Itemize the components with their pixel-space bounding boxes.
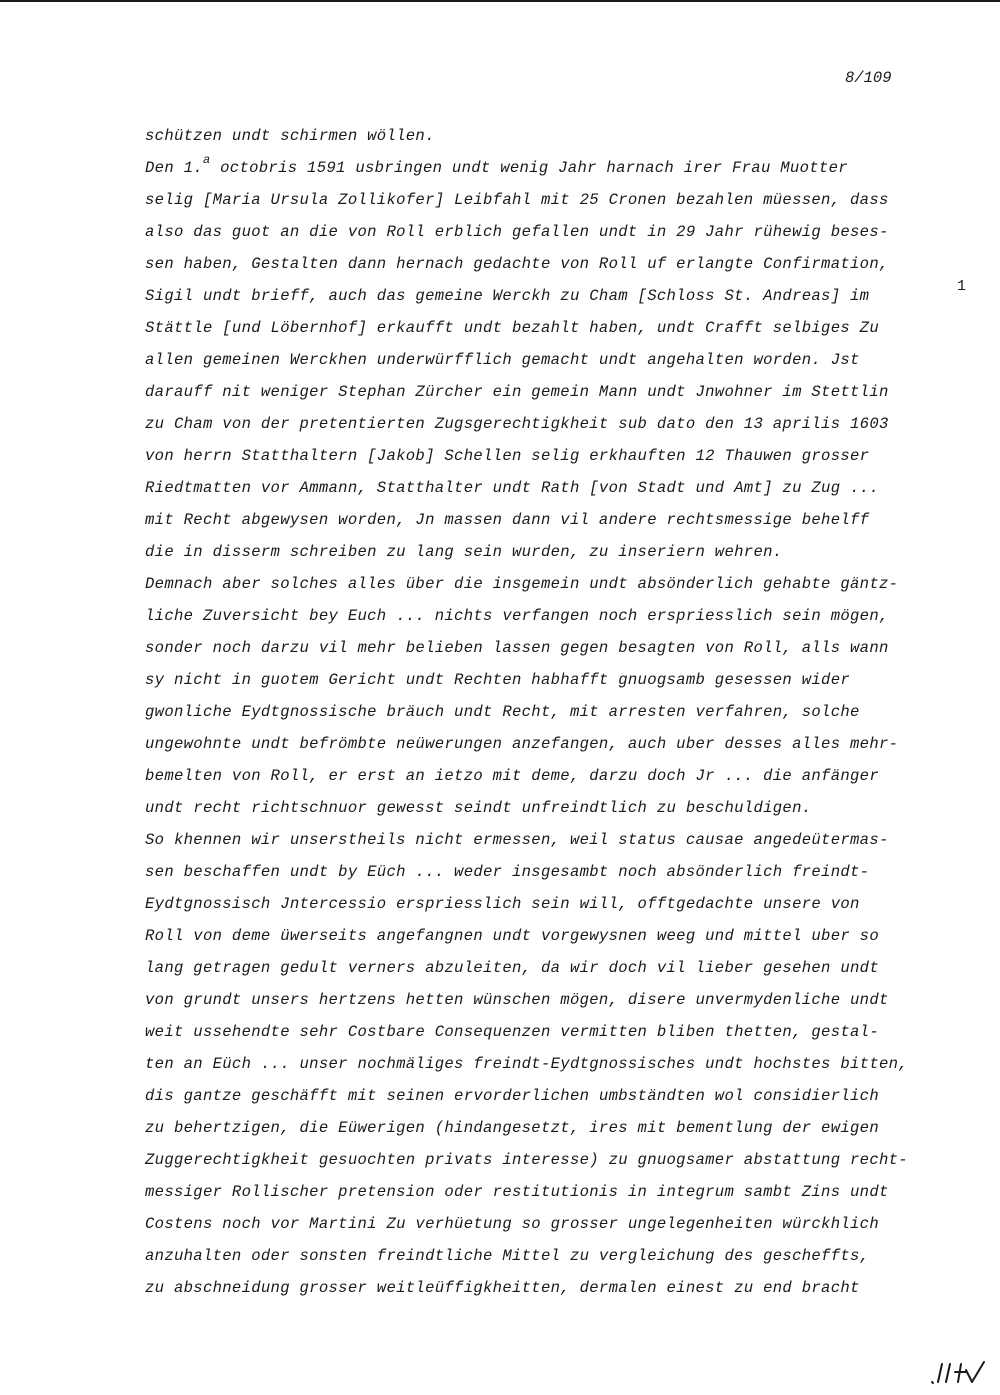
text-line-35: Costens noch vor Martini Zu verhüetung so grosser ungelegenheiten würckhlich (145, 1215, 879, 1233)
text-line-5: sen haben, Gestalten dann hernach gedachte von Roll uf erlangte Confirmation, (145, 255, 889, 273)
text-line-26: Roll von deme üwerseits angefangnen undt vorgewysnen weeg und mittel uber so (145, 927, 879, 945)
text-line-16: liche Zuversicht bey Euch ... nichts verfangen noch erspriesslich sein mögen, (145, 607, 889, 625)
text-line-28: von grundt unsers hertzens hetten wünschen mögen, disere unvermydenliche undt (145, 991, 889, 1009)
text-line-37: zu abschneidung grosser weitleüffigkheitten, dermalen einest zu end bracht (145, 1279, 860, 1297)
text-line-25: Eydtgnossisch Jntercessio erspriesslich sein will, offtgedachte unsere von (145, 895, 860, 913)
text-line-12: Riedtmatten vor Ammann, Statthalter undt Rath [von Stadt und Amt] zu Zug ... (145, 479, 879, 497)
text-line-22: undt recht richtschnuor gewesst seindt unfreindtlich zu beschuldigen. (145, 799, 812, 817)
handwritten-initials (928, 1358, 988, 1386)
text-line-14: die in disserm schreiben zu lang sein wurden, zu inseriern wehren. (145, 543, 783, 561)
text-line-6: Sigil undt brieff, auch das gemeine Werckh zu Cham [Schloss St. Andreas] im (145, 287, 870, 305)
text-line-3: selig [Maria Ursula Zollikofer] Leibfahl mit 25 Cronen bezahlen müessen, dass (145, 191, 889, 209)
text-line-31: dis gantze geschäfft mit seinen ervorderlichen umbständten wol considierlich (145, 1087, 879, 1105)
date-rest: octobris 1591 usbringen undt wenig Jahr harnach irer Frau Muotter (210, 159, 848, 177)
text-line-19: gwonliche Eydtgnossische bräuch undt Recht, mit arresten verfahren, solche (145, 703, 860, 721)
text-line-20: ungewohnte undt befrömbte neüwerungen anzefangen, auch uber desses alles mehr- (145, 735, 899, 753)
text-line-11: von herrn Statthaltern [Jakob] Schellen selig erkhauften 12 Thauwen grosser (145, 447, 870, 465)
text-line-24: sen beschaffen undt by Eüch ... weder insgesambt noch absönderlich freindt- (145, 863, 870, 881)
date-superscript: a (202, 153, 211, 167)
margin-note: 1 (957, 278, 967, 295)
page-top-edge (0, 0, 1000, 2)
text-line-13: mit Recht abgewysen worden, Jn massen dann vil andere rechtsmessige behelff (145, 511, 870, 529)
text-line-36: anzuhalten oder sonsten freindtliche Mittel zu vergleichung des gescheffts, (145, 1247, 870, 1265)
text-line-32: zu behertzigen, die Eüwerigen (hindangesetzt, ires mit bementlung der ewigen (145, 1119, 879, 1137)
text-line-27: lang getragen gedult verners abzuleiten, da wir doch vil lieber gesehen undt (145, 959, 879, 977)
text-line-29: weit ussehendte sehr Costbare Consequenzen vermitten bliben thetten, gestal- (145, 1023, 879, 1041)
text-line-18: sy nicht in guotem Gericht undt Rechten habhafft gnuogsamb gesessen wider (145, 671, 851, 689)
text-line-10: zu Cham von der pretentierten Zugsgerechtigkheit sub dato den 13 aprilis 1603 (145, 415, 889, 433)
text-line-21: bemelten von Roll, er erst an ietzo mit deme, darzu doch Jr ... die anfänger (145, 767, 879, 785)
text-line-30: ten an Eüch ... unser nochmäliges freindt-Eydtgnossisches undt hochstes bitten, (145, 1055, 908, 1073)
page-number: 8/109 (845, 69, 892, 87)
text-line-4: also das guot an die von Roll erblich gefallen undt in 29 Jahr rühewig beses- (145, 223, 889, 241)
text-line-2 (145, 153, 848, 179)
text-line-1: schützen undt schirmen wöllen. (145, 127, 435, 145)
text-line-9: darauff nit weniger Stephan Zürcher ein gemein Mann undt Jnwohner im Stettlin (145, 383, 889, 401)
text-line-7: Stättle [und Löbernhof] erkaufft undt bezahlt haben, undt Crafft selbiges Zu (145, 319, 879, 337)
text-line-17: sonder noch darzu vil mehr belieben lassen gegen besagten von Roll, alls wann (145, 639, 889, 657)
text-line-33: Zuggerechtigkheit gesuochten privats interesse) zu gnuogsamer abstattung recht- (145, 1151, 908, 1169)
date-prefix: Den 1. (145, 159, 203, 177)
text-line-15: Demnach aber solches alles über die insgemein undt absönderlich gehabte gäntz- (145, 575, 899, 593)
text-line-8: allen gemeinen Werckhen underwürfflich gemacht undt angehalten worden. Jst (145, 351, 860, 369)
text-line-23: So khennen wir unserstheils nicht ermessen, weil status causae angedeütermas- (145, 831, 889, 849)
text-line-34: messiger Rollischer pretension oder restitutionis in integrum sambt Zins undt (145, 1183, 889, 1201)
